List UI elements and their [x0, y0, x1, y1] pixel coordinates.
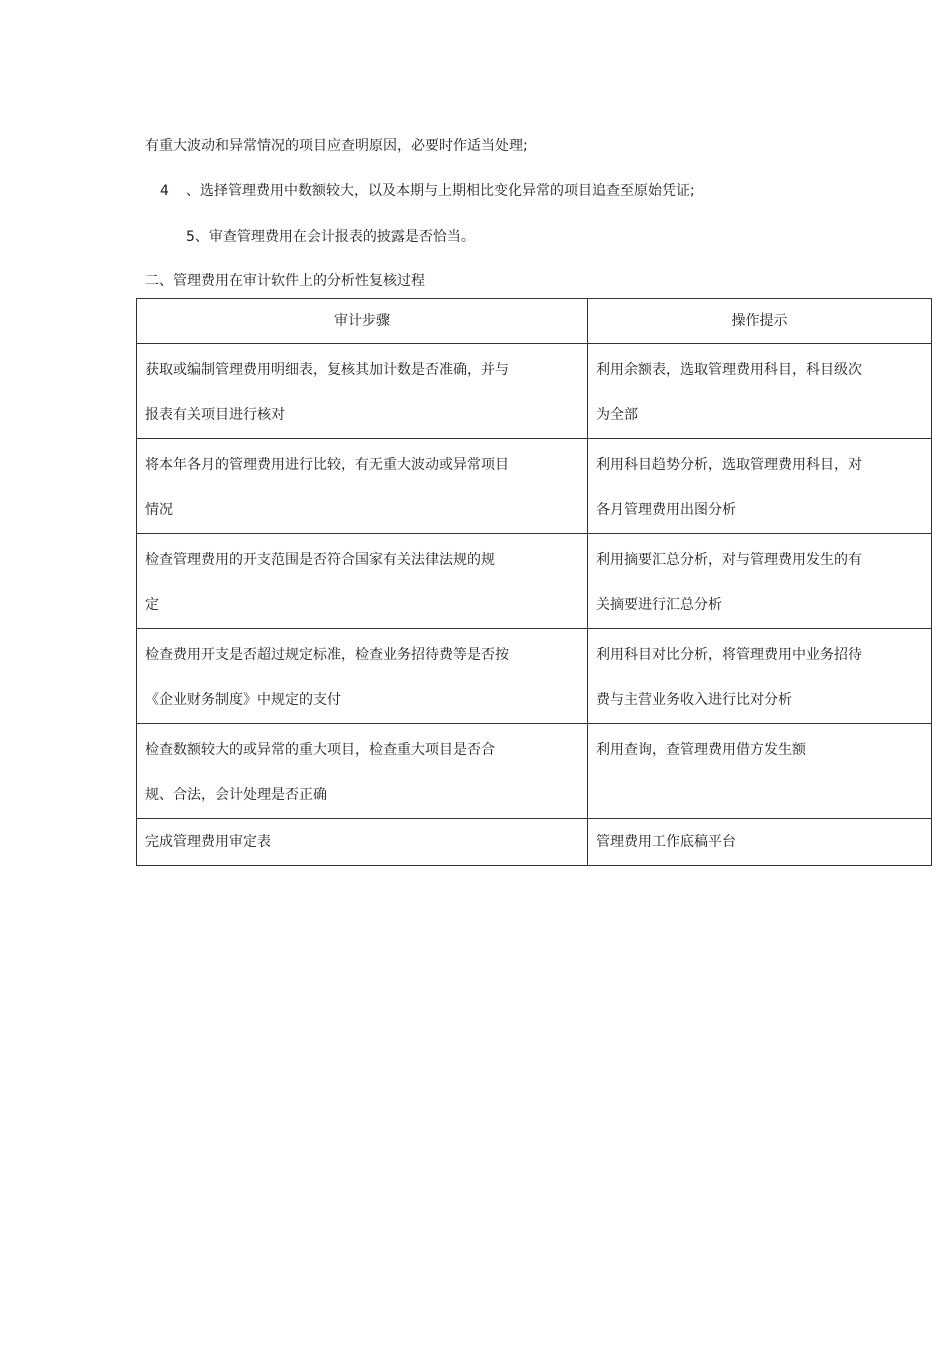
table-row — [137, 344, 932, 439]
table-row — [137, 819, 932, 866]
cell-line: 《企业财务制度》中规定的支付 — [145, 692, 341, 708]
audit-step-cell — [137, 629, 588, 724]
cell-line: 检查数额较大的或异常的重大项目，检查重大项目是否合 — [145, 742, 495, 758]
cell-line: 检查费用开支是否超过规定标准，检查业务招待费等是否按 — [145, 647, 509, 663]
audit-step-cell: 完成管理费用审定表 — [137, 819, 588, 866]
audit-steps-table — [136, 298, 932, 866]
operation-hint-cell — [588, 724, 932, 819]
cell-line: 利用科目趋势分析，选取管理费用科目，对 — [596, 457, 862, 473]
table-row — [137, 439, 932, 534]
paragraph-5: 5、审查管理费用在会计报表的披露是否恰当。 — [186, 229, 475, 245]
item-text: 、选择管理费用中数额较大，以及本期与上期相比变化异常的项目追查至原始凭证; — [186, 183, 695, 199]
operation-hint-cell — [588, 344, 932, 439]
cell-line: 将本年各月的管理费用进行比较，有无重大波动或异常项目 — [145, 457, 509, 473]
cell-line: 获取或编制管理费用明细表，复核其加计数是否准确，并与 — [145, 362, 509, 378]
cell-line: 规、合法，会计处理是否正确 — [145, 787, 327, 803]
audit-step-cell — [137, 534, 588, 629]
paragraph-4 — [160, 181, 695, 201]
table-header-row — [137, 299, 932, 344]
table-row — [137, 534, 932, 629]
audit-step-cell — [137, 344, 588, 439]
paragraph-1: 有重大波动和异常情况的项目应查明原因，必要时作适当处理; — [145, 138, 528, 154]
header-operation-hints: 操作提示 — [588, 299, 932, 344]
cell-line: 为全部 — [596, 407, 638, 423]
cell-line: 关摘要进行汇总分析 — [596, 597, 722, 613]
audit-step-cell — [137, 724, 588, 819]
cell-line: 利用摘要汇总分析，对与管理费用发生的有 — [596, 552, 862, 568]
operation-hint-cell — [588, 629, 932, 724]
cell-line: 检查管理费用的开支范围是否符合国家有关法律法规的规 — [145, 552, 495, 568]
cell-line: 定 — [145, 597, 159, 613]
operation-hint-cell — [588, 439, 932, 534]
item-number: 4 — [160, 183, 169, 199]
operation-hint-cell: 管理费用工作底稿平台 — [588, 819, 932, 866]
header-audit-steps: 审计步骤 — [137, 299, 588, 344]
cell-line: 利用查询，查管理费用借方发生额 — [596, 742, 806, 758]
table-row — [137, 629, 932, 724]
operation-hint-cell — [588, 534, 932, 629]
cell-line: 费与主营业务收入进行比对分析 — [596, 692, 792, 708]
section-title: 二、管理费用在审计软件上的分析性复核过程 — [145, 273, 425, 289]
cell-line: 利用科目对比分析，将管理费用中业务招待 — [596, 647, 862, 663]
cell-line: 情况 — [145, 502, 173, 518]
table-row — [137, 724, 932, 819]
cell-line: 报表有关项目进行核对 — [145, 407, 285, 423]
audit-step-cell — [137, 439, 588, 534]
cell-line: 利用余额表，选取管理费用科目，科目级次 — [596, 362, 862, 378]
cell-line: 各月管理费用出图分析 — [596, 502, 736, 518]
